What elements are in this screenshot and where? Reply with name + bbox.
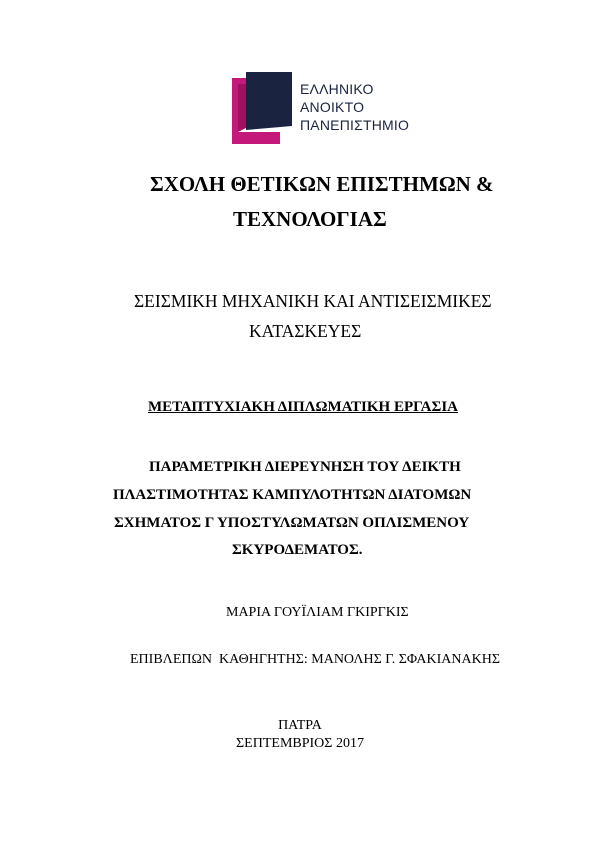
thesis-title-line-2: ΠΛΑΣΤΙΜΟΤΗΤΑΣ ΚΑΜΠΥΛΟΤΗΤΩΝ ΔΙΑΤΟΜΩΝ	[113, 487, 472, 503]
thesis-title-line-3: ΣΧΗΜΑΤΟΣ Γ ΥΠΟΣΤΥΛΩΜΑΤΩΝ ΟΠΛΙΣΜΕΝΟΥ	[114, 515, 470, 531]
city: ΠΑΤΡΑ	[278, 718, 322, 733]
university-logo	[232, 72, 412, 144]
supervisor-line: ΕΠΙΒΛΕΠΩΝ ΚΑΘΗΓΗΤΗΣ: ΜΑΝΟΛΗΣ Γ. ΣΦΑΚΙΑΝΑΚΗΣ	[130, 652, 500, 667]
program-name-line-1: ΣΕΙΣΜΙΚΗ ΜΗΧΑΝΙΚΗ ΚΑΙ ΑΝΤΙΣΕΙΣΜΙΚΕΣ	[134, 291, 492, 311]
university-logo-mark-icon	[232, 72, 292, 144]
logo-text-line-1: ΕΛΛΗΝΙΚΟ	[300, 81, 374, 97]
school-name-line-1: ΣΧΟΛΗ ΘΕΤΙΚΩΝ ΕΠΙΣΤΗΜΩΝ &	[150, 172, 494, 196]
thesis-title-line-1: ΠΑΡΑΜΕΤΡΙΚΗ ΔΙΕΡΕΥΝΗΣΗ ΤΟΥ ΔΕΙΚΤΗ	[149, 459, 461, 475]
logo-text-line-3: ΠΑΝΕΠΙΣΤΗΜΙΟ	[300, 117, 410, 133]
author-name: ΜΑΡΙΑ ΓΟΥΪΛΙΑΜ ΓΚΙΡΓΚΙΣ	[226, 605, 409, 620]
date: ΣΕΠΤΕΜΒΡΙΟΣ 2017	[236, 736, 364, 751]
program-name-line-2: ΚΑΤΑΣΚΕΥΕΣ	[249, 321, 362, 341]
logo-text-line-2: ΑΝΟΙΚΤΟ	[300, 99, 365, 115]
thesis-title-line-4: ΣΚΥΡΟΔΕΜΑΤΟΣ.	[232, 542, 363, 558]
thesis-type-heading: ΜΕΤΑΠΤΥΧΙΑΚΗ ΔΙΠΛΩΜΑΤΙΚΗ ΕΡΓΑΣΙΑ	[148, 399, 458, 415]
school-name-line-2: ΤΕΧΝΟΛΟΓΙΑΣ	[233, 207, 387, 231]
